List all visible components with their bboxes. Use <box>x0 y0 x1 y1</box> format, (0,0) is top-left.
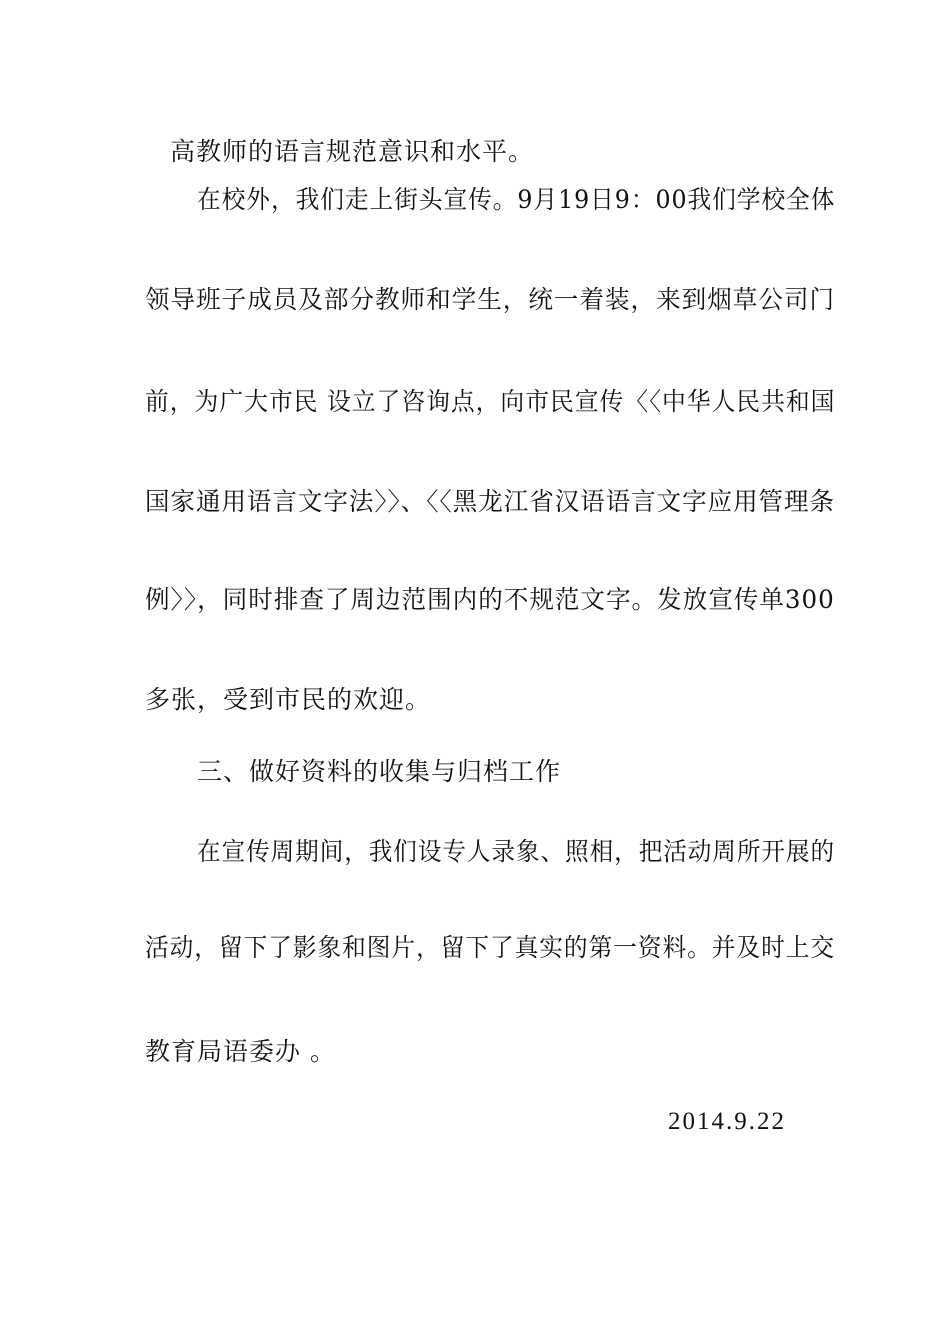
text-line: 领导班子成员及部分教师和学生，统一着装，来到烟草公司门 <box>145 285 836 314</box>
text-line: 多张，受到市民的欢迎。 <box>145 685 432 714</box>
text-line: 国家通用语言文字法〉〉、〈〈黑龙江省汉语语言文字应用管理条 <box>145 487 836 516</box>
paragraph-start: 在校外，我们走上街头宣传。9月19日9：00我们学校全体 <box>197 185 836 214</box>
section-heading: 三、做好资料的收集与归档工作 <box>197 757 562 786</box>
paragraph-start: 在宣传周期间，我们设专人录象、照相，把活动周所开展的 <box>197 837 836 866</box>
document-date: 2014.9.22 <box>668 1108 786 1135</box>
text-line: 活动，留下了影象和图片，留下了真实的第一资料。并及时上交 <box>145 933 836 962</box>
text-line: 高教师的语言规范意识和水平。 <box>170 137 535 166</box>
text-line: 例〉〉，同时排查了周边范围内的不规范文字。发放宣传单300 <box>145 585 835 614</box>
text-line: 前，为广大市民 设立了咨询点，向市民宣传〈〈中华人民共和国 <box>145 387 836 416</box>
text-line: 教育局语委办 。 <box>145 1037 336 1066</box>
